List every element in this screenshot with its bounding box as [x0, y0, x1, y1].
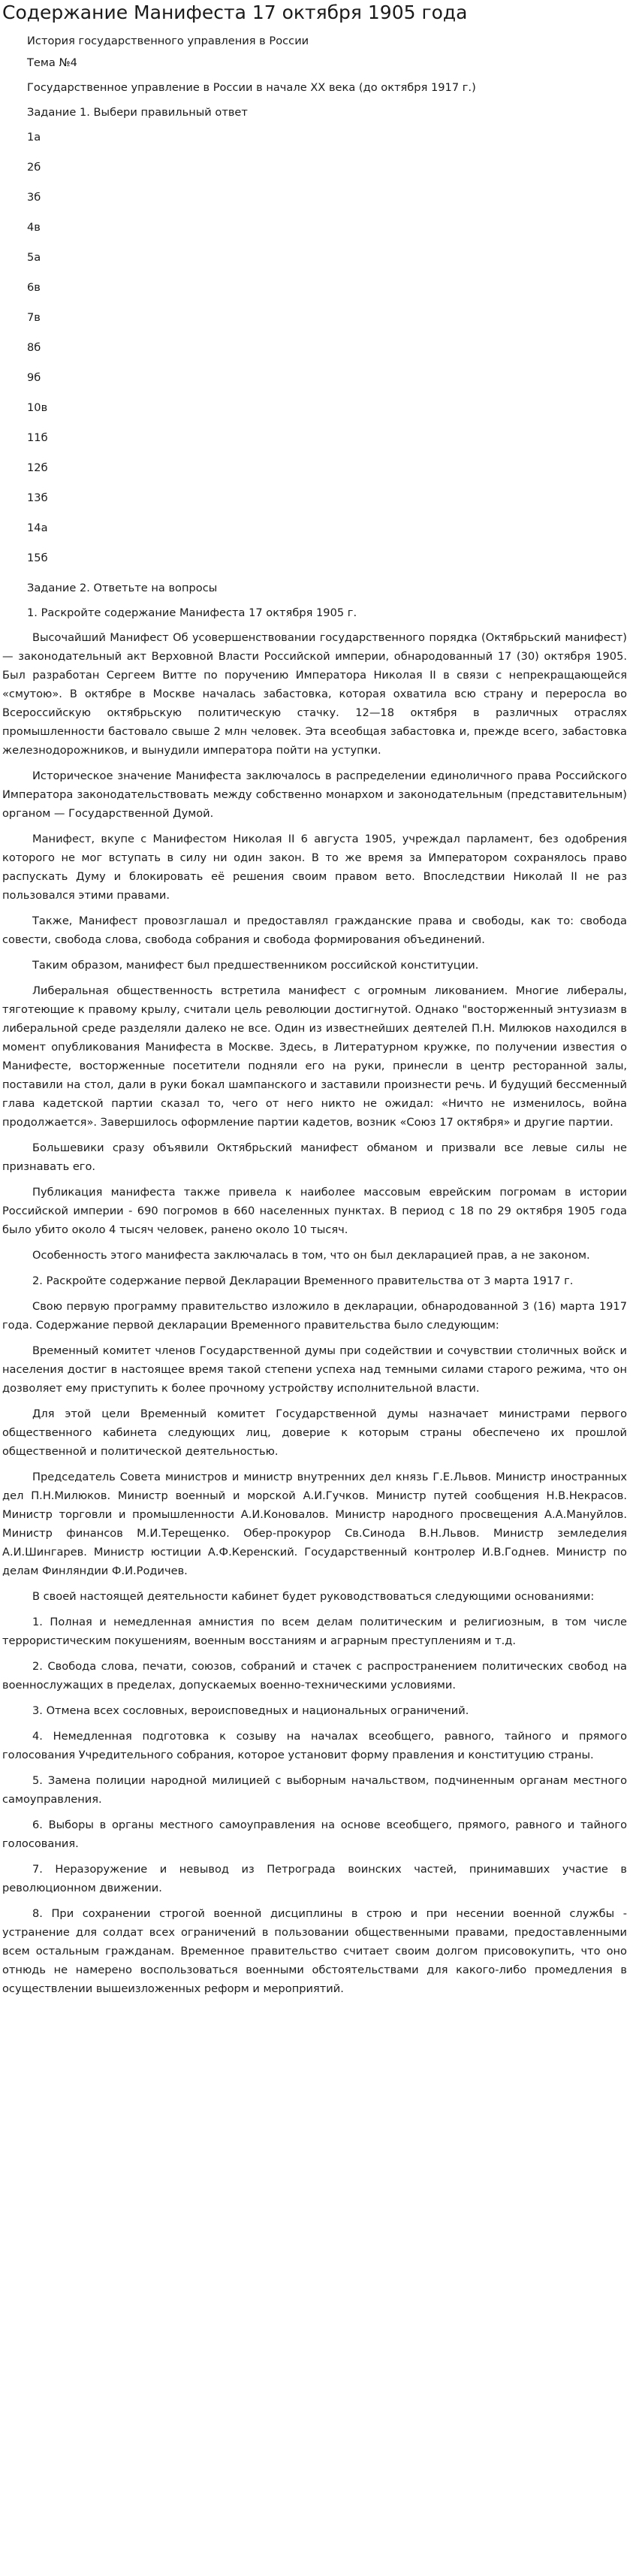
list-point: 8. При сохранении строгой военной дисциплины в строю и при несении военной службы - устранение для солдат всех ограничений в пользовании общественными правами, предоставленными всем остальным гражданам. Временное правительство считает своим долгом присовокупить, что оно отнюдь не намерено воспользоваться военными обстоятельствами для какого-либо промедления в осуществлении вышеизложенных реформ и мероприятий. [2, 1907, 627, 1995]
page-title: Содержание Манифеста 17 октября 1905 года [2, 2, 468, 23]
answer-item: 8б [27, 341, 41, 354]
answer-item: 3б [27, 191, 41, 204]
paragraph: Таким образом, манифест был предшественником российской конституции. [32, 959, 479, 972]
question-1-heading: 1. Раскройте содержание Манифеста 17 октября 1905 г. [27, 606, 357, 619]
question-2-heading: 2. Раскройте содержание первой Декларации Временного правительства от 3 марта 1917 г. [32, 1274, 574, 1287]
paragraph: Манифест, вкупе с Манифестом Николая II 6 августа 1905, учреждал парламент, без одобрения которого не мог вступать в силу ни один закон. В то же время за Императором сохранялось право распускать Думу и блокировать её решения своим правом вето. Впоследствии Николай II не раз пользовался этими правами. [2, 833, 627, 902]
answers-list [2, 128, 627, 567]
paragraph: Особенность этого манифеста заключалась в том, что он был декларацией прав, а не законом. [32, 1249, 590, 1262]
task1-heading: Задание 1. Выбери правильный ответ [27, 106, 248, 119]
answer-item: 11б [27, 431, 48, 444]
answer-item: 6в [27, 281, 41, 294]
paragraph: Для этой цели Временный комитет Государственной думы назначает министрами первого общественного кабинета следующих лиц, доверие к которым страны обеспечено их прошлой общественной и политической деятельностью. [2, 1407, 627, 1458]
paragraph: Либеральная общественность встретила манифест с огромным ликованием. Многие либералы, тяготеющие к правому крылу, считали цель революции достигнутой. Однако "восторженный энтузиазм в либеральной среде разделяли далеко не все. Один из известнейших деятелей П.Н. Милюков находился в момент опубликования Манифеста в Москве. Здесь, в Литературном кружке, по получении известия о Манифесте, восторженные посетители подняли его на руки, принесли в центр ресторанной залы, поставили на стол, дали в руки бокал шампанского и заставили произнести речь. И будущий бессменный глава кадетской партии сказал то, чего от него никто не ожидал: «Ничто не изменилось, война продолжается». Завершилось оформление партии кадетов, возник «Союз 17 октября» и другие партии. [2, 984, 627, 1129]
list-point: 7. Неразоружение и невывод из Петрограда воинских частей, принимавших участие в революционном движении. [2, 1863, 627, 1894]
list-point: 6. Выборы в органы местного самоуправления на основе всеобщего, прямого, равного и тайного голосования. [2, 1819, 627, 1850]
list-point: 3. Отмена всех сословных, вероисповедных и национальных ограничений. [32, 1704, 469, 1717]
question-1-answer [2, 628, 627, 1265]
list-point: 5. Замена полиции народной милицией с выборным начальством, подчиненным органам местного самоуправления. [2, 1774, 627, 1806]
answer-item: 5а [27, 251, 41, 264]
answer-item: 9б [27, 371, 41, 384]
paragraph: Высочайший Манифест Об усовершенствовании государственного порядка (Октябрьский манифест) — законодательный акт Верховной Власти Российской империи, обнародованный 17 (30) октября 1905. Был разработан Сергеем Витте по поручению Императора Николая II в связи с непрекращающейся «смутою». В октябре в Москве началась забастовка, которая охватила всю страну и переросла во Всероссийскую октябрьскую политическую стачку. 12—18 октября в различных отраслях промышленности бастовало свыше 2 млн человек. Эта всеобщая забастовка и, прежде всего, забастовка железнодорожников, и вынудили императора пойти на уступки. [2, 631, 627, 757]
paragraph: Временный комитет членов Государственной думы при содействии и сочувствии столичных войск и населения достиг в настоящее время такой степени успеха над темными силами старого режима, что он дозволяет ему приступить к более прочному устройству исполнительной власти. [2, 1344, 627, 1395]
document-page [0, 2, 636, 1998]
list-point: 2. Свобода слова, печати, союзов, собраний и стачек с распространением политических свобод на военнослужащих в пределах, допускаемых военно-техническими условиями. [2, 1660, 627, 1692]
paragraph: Свою первую программу правительство изложило в декларации, обнародованной 3 (16) марта 1917 года. Содержание первой декларации Временного правительства было следующим: [2, 1300, 627, 1332]
paragraph: Публикация манифеста также привела к наиболее массовым еврейским погромам в истории Российской империи - 690 погромов в 660 населенных пунктах. В период с 18 по 29 октября 1905 года было убито около 4 тысяч человек, ранено около 10 тысяч. [2, 1186, 627, 1236]
question-2-answer [2, 1297, 627, 1998]
topic-number: Тема №4 [27, 56, 77, 69]
list-point: 4. Немедленная подготовка к созыву на началах всеобщего, равного, тайного и прямого голосования Учредительного собрания, которое установит форму правления и конституцию страны. [2, 1730, 627, 1761]
paragraph: В своей настоящей деятельности кабинет будет руководствоваться следующими основаниями: [32, 1590, 595, 1603]
answer-item: 15б [27, 552, 48, 564]
answer-item: 10в [27, 401, 48, 414]
topic-name: Государственное управление в России в начале XX века (до октября 1917 г.) [27, 81, 476, 94]
answer-item: 4в [27, 221, 41, 234]
answer-item: 2б [27, 161, 41, 174]
paragraph: Историческое значение Манифеста заключалось в распределении единоличного права Российского Императора законодательствовать между собственно монархом и законодательным (представительным) органом — Государственной Думой. [2, 769, 627, 820]
task2-heading: Задание 2. Ответьте на вопросы [27, 582, 218, 594]
paragraph: Также, Манифест провозглашал и предоставлял гражданские права и свободы, как то: свобода совести, свобода слова, свобода собрания и свобода формирования объединений. [2, 915, 627, 946]
subject-line: История государственного управления в России [27, 35, 309, 47]
answer-item: 14а [27, 522, 48, 534]
paragraph: Большевики сразу объявили Октябрьский манифест обманом и призвали все левые силы не признавать его. [2, 1141, 627, 1173]
answer-item: 1а [27, 131, 41, 144]
answer-item: 12б [27, 461, 48, 474]
answer-item: 7в [27, 311, 41, 324]
paragraph: Председатель Совета министров и министр внутренних дел князь Г.Е.Львов. Министр иностранных дел П.Н.Милюков. Министр военный и морской А.И.Гучков. Министр путей сообщения Н.В.Некрасов. Министр торговли и промышленности А.И.Коновалов. Министр народного просвещения А.А.Мануйлов. Министр финансов М.И.Терещенко. Обер-прокурор Св.Синода В.Н.Львов. Министр земледелия А.И.Шингарев. Министр юстиции А.Ф.Керенский. Государственный контролер И.В.Годнев. Министр по делам Финляндии Ф.И.Родичев. [2, 1471, 627, 1577]
answer-item: 13б [27, 491, 48, 504]
list-point: 1. Полная и немедленная амнистия по всем делам политическим и религиозным, в том числе террористическим покушениям, военным восстаниям и аграрным преступлениям и т.д. [2, 1616, 627, 1647]
